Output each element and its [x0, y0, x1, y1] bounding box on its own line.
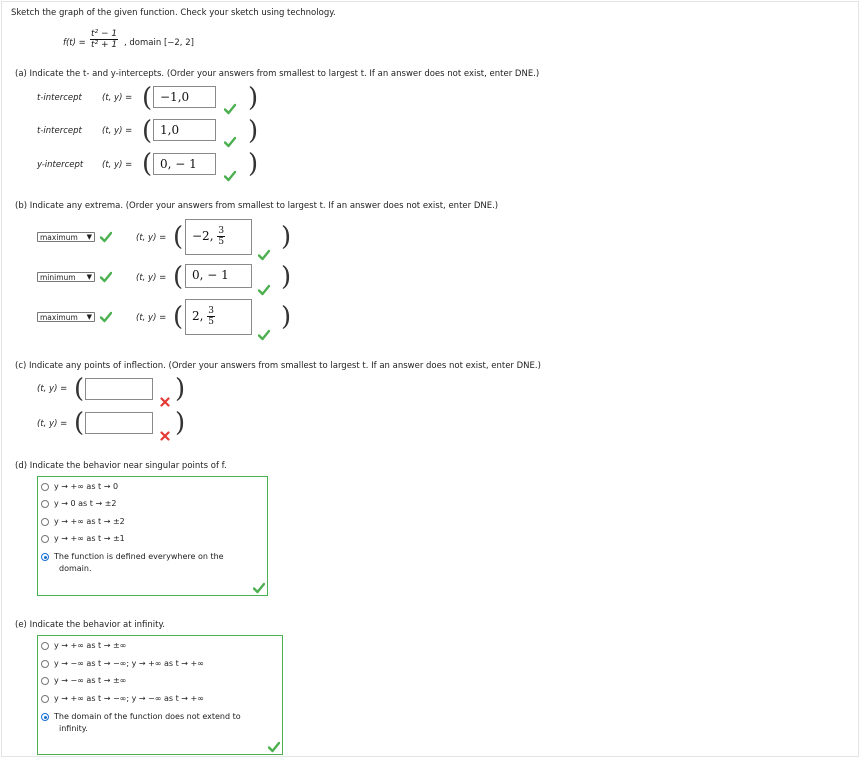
answer-numerator: 3	[218, 226, 225, 236]
part-b-coord-3: (t, y) =	[136, 313, 167, 323]
open-paren: (	[142, 116, 153, 146]
inflection-answer-input-2[interactable]	[85, 412, 153, 434]
function-name: f(t) =	[63, 38, 86, 48]
close-paren: )	[248, 149, 259, 179]
part-a-prompt: (a) Indicate the t- and y-intercepts. (Order your answers from smallest to largest t. If an answer does not exist, enter DNE.)	[15, 69, 540, 79]
close-paren: )	[175, 408, 186, 438]
part-b-answer-input-1[interactable]	[185, 219, 252, 255]
answer-denominator: 5	[218, 237, 225, 247]
singular-option-radio-5[interactable]	[41, 553, 49, 561]
singular-option-radio-1[interactable]	[41, 483, 49, 491]
singular-option-radio-2[interactable]	[41, 500, 49, 508]
correct-check-icon	[253, 582, 265, 594]
instruction-text: Sketch the graph of the given function. Check your sketch using technology.	[11, 8, 336, 18]
infinity-option-radio-5[interactable]	[41, 713, 49, 721]
correct-check-icon	[224, 103, 236, 115]
part-b-coord-2: (t, y) =	[136, 273, 167, 283]
function-domain: , domain [−2, 2]	[124, 38, 194, 48]
open-paren: (	[173, 222, 184, 252]
part-a-answer-input-1[interactable]: −1,0	[153, 86, 216, 108]
function-numerator: t² − 1	[91, 29, 118, 39]
correct-check-icon	[258, 284, 270, 296]
open-paren: (	[74, 408, 85, 438]
infinity-option-label-3: y → −∞ as t → ±∞	[54, 676, 127, 685]
part-a-label-2: t-intercept	[37, 126, 82, 136]
correct-check-icon	[224, 136, 236, 148]
infinity-option-radio-1[interactable]	[41, 642, 49, 650]
part-b-prompt: (b) Indicate any extrema. (Order your answers from smallest to largest t. If an answer does not exist, enter DNE.)	[15, 201, 499, 211]
part-a-answer-input-3[interactable]: 0, − 1	[153, 153, 216, 175]
singular-option-label-5: The function is defined everywhere on the	[54, 552, 224, 561]
correct-check-icon	[258, 249, 270, 261]
chevron-down-icon: ▼	[86, 233, 92, 241]
part-b-answer-input-2[interactable]: 0, − 1	[185, 264, 252, 288]
correct-check-icon	[100, 231, 112, 243]
correct-check-icon	[258, 329, 270, 341]
part-b-coord-1: (t, y) =	[136, 233, 167, 243]
close-paren: )	[248, 83, 259, 113]
infinity-option-label-4: y → +∞ as t → −∞; y → −∞ as t → +∞	[54, 694, 204, 703]
open-paren: (	[173, 302, 184, 332]
close-paren: )	[175, 374, 186, 404]
singular-option-radio-4[interactable]	[41, 535, 49, 543]
part-a-label-1: t-intercept	[37, 93, 82, 103]
infinity-option-label-1: y → +∞ as t → ±∞	[54, 641, 127, 650]
part-e-prompt: (e) Indicate the behavior at infinity.	[15, 620, 165, 630]
answer-lead: −2,	[192, 229, 214, 243]
correct-check-icon	[100, 311, 112, 323]
singular-option-label-3: y → +∞ as t → ±2	[54, 517, 125, 526]
part-c-coord-1: (t, y) =	[37, 384, 68, 394]
part-a-label-3: y-intercept	[37, 160, 84, 170]
part-c-prompt: (c) Indicate any points of inflection. (Order your answers from smallest to largest t. If an answer does not exist, enter DNE.)	[15, 361, 541, 371]
extremum-type-select-2[interactable]	[37, 272, 95, 282]
select-value: maximum	[40, 233, 78, 242]
inflection-answer-input-1[interactable]	[85, 378, 153, 400]
infinity-option-radio-2[interactable]	[41, 660, 49, 668]
answer-denominator: 5	[208, 317, 215, 327]
select-value: minimum	[40, 273, 76, 282]
open-paren: (	[173, 262, 184, 292]
close-paren: )	[281, 222, 292, 252]
part-a-answer-input-2[interactable]: 1,0	[153, 119, 216, 141]
infinity-option-label-5: The domain of the function does not extend to	[54, 712, 241, 721]
part-d-prompt: (d) Indicate the behavior near singular points of f.	[15, 461, 227, 471]
singular-option-label-2: y → 0 as t → ±2	[54, 499, 117, 508]
close-paren: )	[281, 262, 292, 292]
infinity-option-label-2: y → −∞ as t → −∞; y → +∞ as t → +∞	[54, 659, 204, 668]
part-c-coord-2: (t, y) =	[37, 419, 68, 429]
chevron-down-icon: ▼	[86, 273, 92, 281]
singular-option-radio-3[interactable]	[41, 518, 49, 526]
singular-option-label-1: y → +∞ as t → 0	[54, 482, 119, 491]
part-b-answer-input-3[interactable]	[185, 299, 252, 335]
infinity-option-radio-4[interactable]	[41, 695, 49, 703]
incorrect-x-icon	[160, 397, 170, 407]
infinity-option-label-5-cont: infinity.	[59, 724, 88, 733]
function-denominator: t² + 1	[91, 40, 118, 50]
part-a-coord-1: (t, y) =	[102, 93, 133, 103]
infinity-option-radio-3[interactable]	[41, 677, 49, 685]
correct-check-icon	[268, 741, 280, 753]
part-a-coord-3: (t, y) =	[102, 160, 133, 170]
extremum-type-select-1[interactable]	[37, 232, 95, 242]
singular-option-label-4: y → +∞ as t → ±1	[54, 534, 125, 543]
incorrect-x-icon	[160, 431, 170, 441]
open-paren: (	[142, 149, 153, 179]
answer-numerator: 3	[208, 306, 215, 316]
select-value: maximum	[40, 313, 78, 322]
close-paren: )	[281, 302, 292, 332]
open-paren: (	[74, 374, 85, 404]
function-fraction	[90, 29, 118, 50]
correct-check-icon	[100, 271, 112, 283]
extremum-type-select-3[interactable]	[37, 312, 95, 322]
singular-option-label-5-cont: domain.	[59, 564, 92, 573]
chevron-down-icon: ▼	[86, 313, 92, 321]
open-paren: (	[142, 83, 153, 113]
part-a-coord-2: (t, y) =	[102, 126, 133, 136]
answer-lead: 2,	[192, 309, 204, 323]
correct-check-icon	[224, 170, 236, 182]
close-paren: )	[248, 116, 259, 146]
